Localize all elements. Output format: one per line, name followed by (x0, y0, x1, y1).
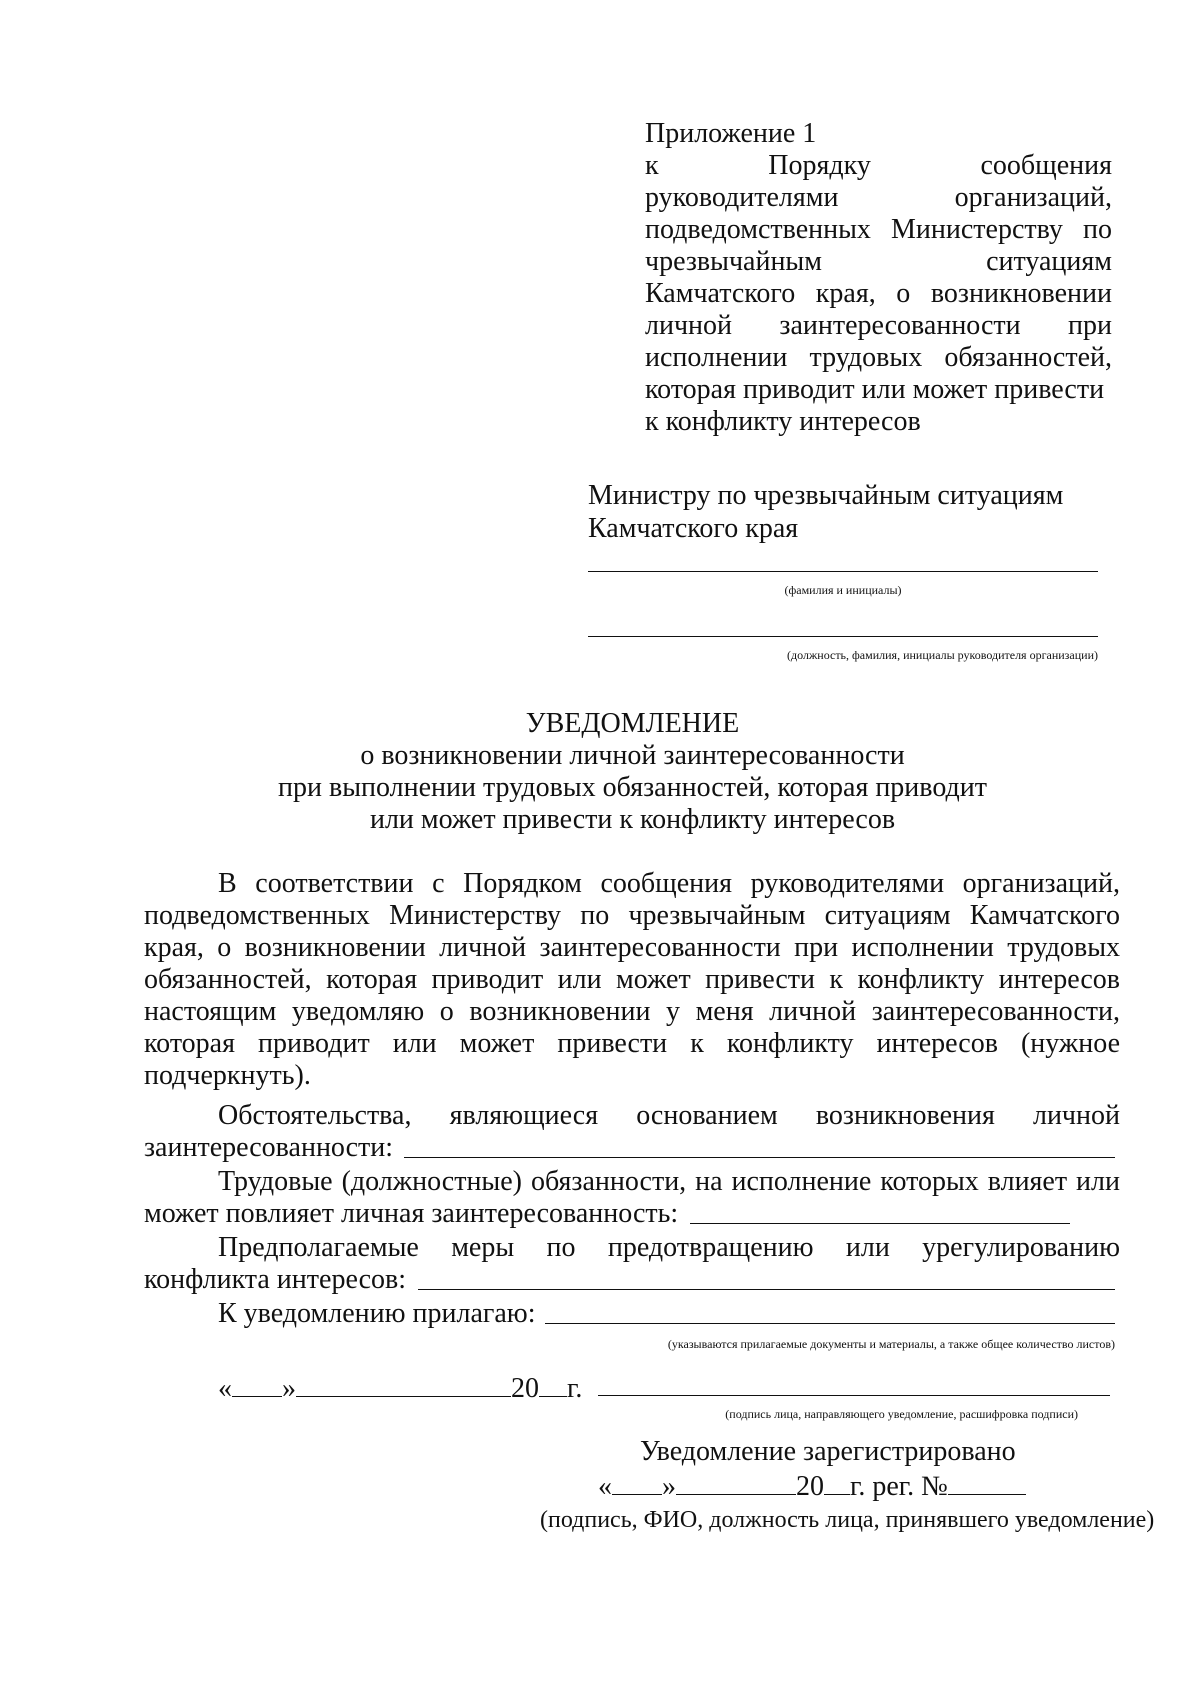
signature-caption: (подпись лица, направляющего уведомление, расшифровка подписи) (725, 1407, 1078, 1421)
reg-year-field[interactable] (824, 1468, 850, 1495)
appendix-line: руководителями организаций, (645, 182, 1112, 213)
addressee-line: Камчатского края (588, 513, 799, 544)
appendix-line: Камчатского края, о возникновении (645, 278, 1112, 309)
paragraph-main (144, 868, 1120, 1092)
document-subtitle: при выполнении трудовых обязанностей, которая приводит (278, 772, 987, 803)
paragraph-line: В соответствии с Порядком сообщения руководителями организаций, (218, 868, 1120, 899)
attachments-field-line[interactable] (545, 1323, 1115, 1324)
date-year-field[interactable] (539, 1370, 567, 1397)
paragraph-line: настоящим уведомляю о возникновении у меня личной заинтересованности, (144, 996, 1120, 1027)
name-field-caption: (фамилия и инициалы) (784, 583, 902, 597)
appendix-line: исполнении трудовых обязанностей, (645, 342, 1112, 373)
appendix-line: личной заинтересованности при (645, 310, 1112, 341)
document-title: УВЕДОМЛЕНИЕ (525, 708, 740, 739)
document-subtitle: о возникновении личной заинтересованности (360, 740, 905, 771)
appendix-line: чрезвычайным ситуациям (645, 246, 1112, 277)
date-line (218, 1370, 582, 1405)
reg-number-label: г. рег. № (850, 1471, 948, 1502)
reg-number-field[interactable] (948, 1468, 1026, 1495)
date-open-quote: « (218, 1373, 232, 1404)
paragraph-line: которая приводит или может привести к конфликту интересов (нужное (144, 1028, 1120, 1059)
position-field-line[interactable] (588, 636, 1098, 637)
date-year-suffix: г. (567, 1373, 583, 1404)
registration-title: Уведомление зарегистрировано (640, 1436, 1016, 1467)
appendix-line: которая приводит или может привести (645, 374, 1105, 405)
measures-field-line[interactable] (418, 1289, 1115, 1290)
reg-month-field[interactable] (676, 1468, 796, 1495)
addressee-line: Министру по чрезвычайным ситуациям (588, 480, 1064, 511)
circumstances-field-line[interactable] (404, 1157, 1115, 1158)
appendix-line: к Порядку сообщения (645, 150, 1112, 181)
date-month-field[interactable] (296, 1370, 511, 1397)
date-day-field[interactable] (232, 1370, 282, 1397)
duties-field-line[interactable] (690, 1223, 1070, 1224)
reg-day-field[interactable] (612, 1468, 662, 1495)
name-field-line[interactable] (588, 571, 1098, 572)
attachments-label: К уведомлению прилагаю: (218, 1298, 536, 1329)
reg-close-quote: » (662, 1471, 676, 1502)
appendix-line: подведомственных Министерству по (645, 214, 1112, 245)
date-close-quote: » (282, 1373, 296, 1404)
paragraph-line: подчеркнуть). (144, 1060, 311, 1091)
paragraph-line: обязанностей, которая приводит или может привести к конфликту интересов (144, 964, 1120, 995)
attachments-caption: (указываются прилагаемые документы и материалы, а также общее количество листов) (667, 1337, 1115, 1351)
duties-line: Трудовые (должностные) обязанности, на исполнение которых влияет или (218, 1166, 1120, 1197)
document-subtitle: или может привести к конфликту интересов (369, 804, 896, 835)
registration-date-line (598, 1468, 1026, 1503)
circumstances-line: Обстоятельства, являющиеся основанием возникновения личной (218, 1100, 1120, 1131)
appendix-title: Приложение 1 (645, 118, 817, 149)
signature-field-line[interactable] (598, 1395, 1110, 1396)
reg-year-prefix: 20 (796, 1471, 824, 1502)
circumstances-label: заинтересованности: (144, 1132, 394, 1163)
registration-caption: (подпись, ФИО, должность лица, принявшего уведомление) (540, 1507, 1155, 1533)
duties-label: может повлияет личная заинтересованность: (144, 1198, 679, 1229)
appendix-line: к конфликту интересов (645, 406, 921, 437)
measures-label: конфликта интересов: (144, 1264, 406, 1295)
position-field-caption: (должность, фамилия, инициалы руководителя организации) (787, 648, 1098, 662)
reg-open-quote: « (598, 1471, 612, 1502)
date-year-prefix: 20 (511, 1373, 539, 1404)
paragraph-line: края, о возникновении личной заинтересованности при исполнении трудовых (144, 932, 1120, 963)
appendix-text (645, 150, 1112, 438)
measures-line: Предполагаемые меры по предотвращению или урегулированию (218, 1232, 1120, 1263)
paragraph-line: подведомственных Министерству по чрезвычайным ситуациям Камчатского (144, 900, 1120, 931)
